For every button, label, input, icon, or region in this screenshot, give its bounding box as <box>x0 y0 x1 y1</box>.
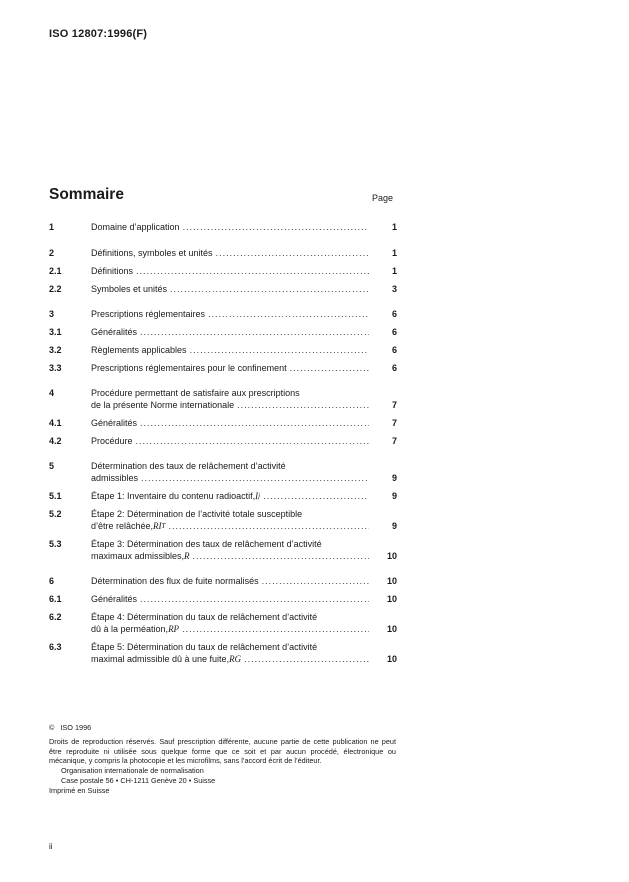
toc-entry[interactable] <box>49 344 397 356</box>
toc-entry-title: Étape 4: Détermination du taux de relâchement d’activité <box>91 612 318 622</box>
toc-entry[interactable] <box>49 641 397 665</box>
toc-entry-page: 10 <box>386 654 397 664</box>
publisher-name: Organisation internationale de normalisation <box>61 766 204 776</box>
toc-entry-title: dû à la perméation, <box>91 624 169 634</box>
toc-entry[interactable] <box>49 247 397 259</box>
toc-leader-dots <box>168 520 369 532</box>
toc-entry-title: de la présente Norme internationale <box>91 400 235 410</box>
toc-entry-page: 9 <box>391 491 397 501</box>
toc-entry-symbol: RP <box>168 624 180 634</box>
toc-entry-number: 4.2 <box>49 436 62 446</box>
toc-entry-page: 7 <box>391 418 397 428</box>
toc-leader-dots <box>262 575 369 587</box>
toc-entry-title: maximaux admissibles, <box>91 551 185 561</box>
toc-entry-number: 6.2 <box>49 612 62 622</box>
toc-entry-title: d’être relâchée, <box>91 521 154 531</box>
toc-entry[interactable] <box>49 611 397 635</box>
toc-entry-number: 5 <box>49 461 55 471</box>
toc-entry-number: 2.2 <box>49 284 62 294</box>
toc-leader-dots <box>136 435 369 447</box>
toc-leader-dots <box>244 653 369 665</box>
toc-entry[interactable] <box>49 265 397 277</box>
toc-entry-page: 1 <box>391 222 397 232</box>
toc-entry[interactable] <box>49 435 397 447</box>
toc-entry[interactable] <box>49 387 397 411</box>
toc-entry-title: Généralités <box>91 327 138 337</box>
toc-entry-symbol: R <box>184 551 190 561</box>
toc-entry-page: 1 <box>391 248 397 258</box>
toc-entry-page: 9 <box>391 473 397 483</box>
toc-entry-number: 2 <box>49 248 55 258</box>
toc-entry-title: maximal admissible dû à une fuite, <box>91 654 230 664</box>
toc-leader-dots <box>140 326 369 338</box>
page-folio: ii <box>49 842 53 851</box>
toc-entry-number: 5.1 <box>49 491 62 501</box>
copyright-year: ISO 1996 <box>60 723 92 732</box>
toc-entry-page: 9 <box>391 521 397 531</box>
toc-leader-dots <box>237 399 369 411</box>
toc-leader-dots <box>183 221 369 233</box>
toc-entry-title: Définitions <box>91 266 134 276</box>
toc-entry-number: 3.1 <box>49 327 62 337</box>
toc-leader-dots <box>190 344 369 356</box>
toc-entry-title: Détermination des flux de fuite normalisés <box>91 576 259 586</box>
toc-entry-page: 1 <box>391 266 397 276</box>
toc-entry-page: 7 <box>391 400 397 410</box>
toc-leader-dots <box>170 283 369 295</box>
toc-entry[interactable] <box>49 417 397 429</box>
copyright-line <box>49 723 396 733</box>
printed-in: Imprimé en Suisse <box>49 785 110 795</box>
toc-entry-symbol: RG <box>229 654 242 664</box>
copyright-symbol: © <box>49 723 55 732</box>
toc-leader-dots <box>263 490 369 502</box>
toc-leader-dots <box>140 417 369 429</box>
toc-entry-title: admissibles <box>91 473 139 483</box>
toc-entry-page: 6 <box>391 363 397 373</box>
toc-entry-number: 6 <box>49 576 55 586</box>
toc-entry-page: 6 <box>391 345 397 355</box>
toc-entry-title: Détermination des taux de relâchement d’activité <box>91 461 286 471</box>
toc-entry-title: Prescriptions réglementaires pour le confinement <box>91 363 287 373</box>
toc-entry-number: 5.2 <box>49 509 62 519</box>
toc-entry-number: 3 <box>49 309 55 319</box>
toc-entry-symbol-subscript: j <box>258 492 261 500</box>
copyright-rights-text: Droits de reproduction réservés. Sauf prescription différente, aucune partie de cette publication ne peut être reproduite ni utilisée sous quelque forme que ce soit et par aucun procédé, électronique ou mécanique, y compris la photocopie et les microfilms, sans l’accord écrit de l’éditeur. <box>49 736 396 766</box>
toc-entry[interactable] <box>49 538 397 562</box>
toc-entry-number: 4.1 <box>49 418 62 428</box>
toc-entry-title: Définitions, symboles et unités <box>91 248 213 258</box>
toc-leader-dots <box>208 308 369 320</box>
toc-entry-title: Étape 2: Détermination de l’activité totale susceptible <box>91 509 303 519</box>
toc-leader-dots <box>193 550 369 562</box>
toc-title: Sommaire <box>49 186 124 203</box>
toc-entry-symbol: RI <box>153 521 162 531</box>
toc-entry[interactable] <box>49 221 397 233</box>
toc-entry-title: Étape 1: Inventaire du contenu radioactif, <box>91 491 256 501</box>
toc-leader-dots <box>141 472 369 484</box>
toc-entry[interactable] <box>49 283 397 295</box>
toc-leader-dots <box>140 593 369 605</box>
toc-leader-dots <box>290 362 369 374</box>
table-of-contents <box>49 221 397 665</box>
toc-entry[interactable] <box>49 490 397 502</box>
toc-entry-page: 10 <box>386 624 397 634</box>
toc-entry-page: 3 <box>391 284 397 294</box>
toc-entry-page: 10 <box>386 594 397 604</box>
toc-entry-number: 3.2 <box>49 345 62 355</box>
toc-leader-dots <box>136 265 369 277</box>
toc-entry-symbol: I <box>255 491 259 501</box>
toc-entry-title: Étape 5: Détermination du taux de relâchement d’activité <box>91 642 318 652</box>
toc-entry-number: 3.3 <box>49 363 62 373</box>
toc-entry-title: Règlements applicables <box>91 345 187 355</box>
publisher-address: Case postale 56 • CH-1211 Genève 20 • Suisse <box>61 775 216 785</box>
toc-entry-page: 10 <box>386 551 397 561</box>
toc-entry-number: 6.3 <box>49 642 62 652</box>
toc-entry-page: 10 <box>386 576 397 586</box>
toc-entry-title: Procédure <box>91 436 133 446</box>
toc-entry-title: Procédure permettant de satisfaire aux prescriptions <box>91 388 300 398</box>
toc-entry[interactable] <box>49 326 397 338</box>
toc-entry-number: 2.1 <box>49 266 62 276</box>
toc-entry[interactable] <box>49 308 397 320</box>
toc-entry-page: 6 <box>391 327 397 337</box>
toc-entry-number: 6.1 <box>49 594 62 604</box>
toc-entry-title: Domaine d’application <box>91 222 180 232</box>
copyright-notice <box>49 723 396 796</box>
toc-entry-title: Prescriptions réglementaires <box>91 309 206 319</box>
document-identifier: ISO 12807:1996(F) <box>49 28 148 40</box>
toc-entry-number: 4 <box>49 388 55 398</box>
toc-entry-title: Généralités <box>91 594 138 604</box>
toc-entry[interactable] <box>49 508 397 532</box>
toc-page-column-label: Page <box>372 193 394 203</box>
toc-entry-page: 7 <box>391 436 397 446</box>
toc-entry-title: Étape 3: Détermination des taux de relâchement d’activité <box>91 539 322 549</box>
toc-leader-dots <box>216 247 369 259</box>
toc-entry[interactable] <box>49 575 397 587</box>
toc-entry[interactable] <box>49 460 397 484</box>
toc-leader-dots <box>182 623 369 635</box>
toc-entry-number: 1 <box>49 222 55 232</box>
toc-entry[interactable] <box>49 593 397 605</box>
toc-entry-number: 5.3 <box>49 539 62 549</box>
toc-entry[interactable] <box>49 362 397 374</box>
toc-entry-title: Symboles et unités <box>91 284 168 294</box>
toc-entry-page: 6 <box>391 309 397 319</box>
toc-entry-title: Généralités <box>91 418 138 428</box>
toc-entry-symbol-subscript: T <box>161 522 166 530</box>
